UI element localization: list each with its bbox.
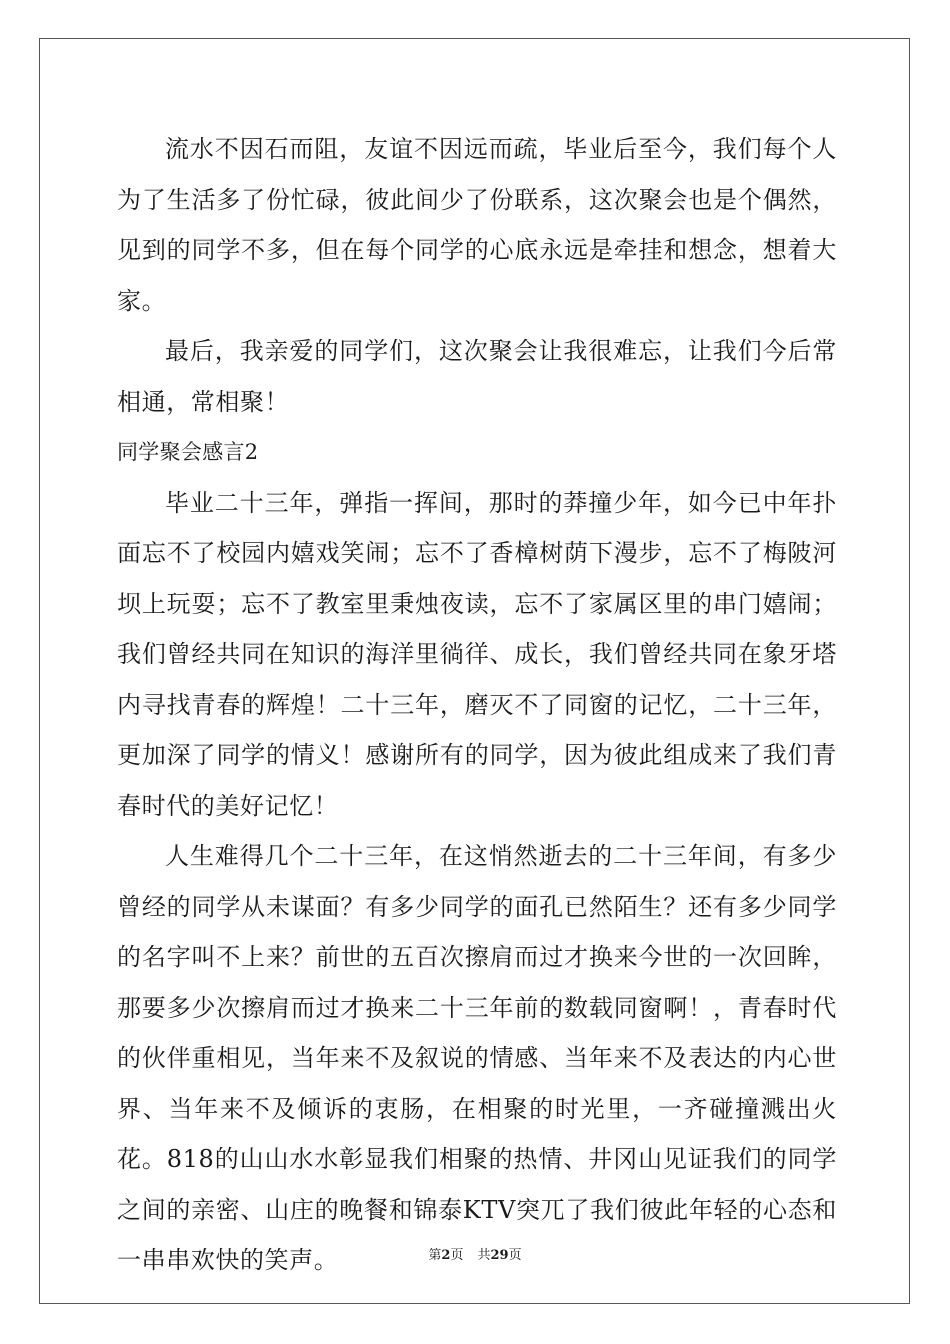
paragraph: 流水不因石而阻，友谊不因远而疏，毕业后至今，我们每个人为了生活多了份忙碌，彼此间少了份联系，这次聚会也是个偶然，见到的同学不多，但在每个同学的心底永远是牵挂和想念，想着大家。 [117,135,837,315]
total-pages: 29 [490,1248,509,1263]
paragraph: 最后，我亲爱的同学们，这次聚会让我很难忘，让我们今后常相通，常相聚！ [117,337,837,416]
page-footer [0,1248,950,1264]
section-heading: 同学聚会感言2 [117,440,259,464]
paragraph: 毕业二十三年，弹指一挥间，那时的莽撞少年，如今已中年扑面忘不了校园内嬉戏笑闹；忘不了香樟树荫下漫步，忘不了梅陂河坝上玩耍；忘不了教室里秉烛夜读，忘不了家属区里的串门嬉闹；我们曾经共同在知识的海洋里徜徉、成长，我们曾经共同在象牙塔内寻找青春的辉煌！二十三年，磨灭不了同窗的记忆，二十三年，更加深了同学的情义！感谢所有的同学，因为彼此组成来了我们青春时代的美好记忆！ [117,488,837,820]
total-suffix: 页 [508,1248,522,1263]
document-body [117,124,837,1286]
page-suffix: 页 [450,1248,464,1263]
total-prefix: 共 [477,1248,491,1263]
page-prefix: 第 [428,1248,442,1263]
paragraph: 人生难得几个二十三年，在这悄然逝去的二十三年间，有多少曾经的同学从未谋面？有多少同学的面孔已然陌生？还有多少同学的名字叫不上来？前世的五百次擦肩而过才换来今世的一次回眸，那要多少次擦肩而过才换来二十三年前的数载同窗啊！，青春时代的伙伴重相见，当年来不及叙说的情感、当年来不及表达的内心世界、当年来不及倾诉的衷肠，在相聚的时光里，一齐碰撞溅出火花。818的山山水水彰显我们相聚的热情、井冈山见证我们的同学之间的亲密、山庄的晚餐和锦泰KTV突兀了我们彼此年轻的心态和一串串欢快的笑声。 [117,842,837,1274]
page-number: 2 [441,1248,451,1263]
